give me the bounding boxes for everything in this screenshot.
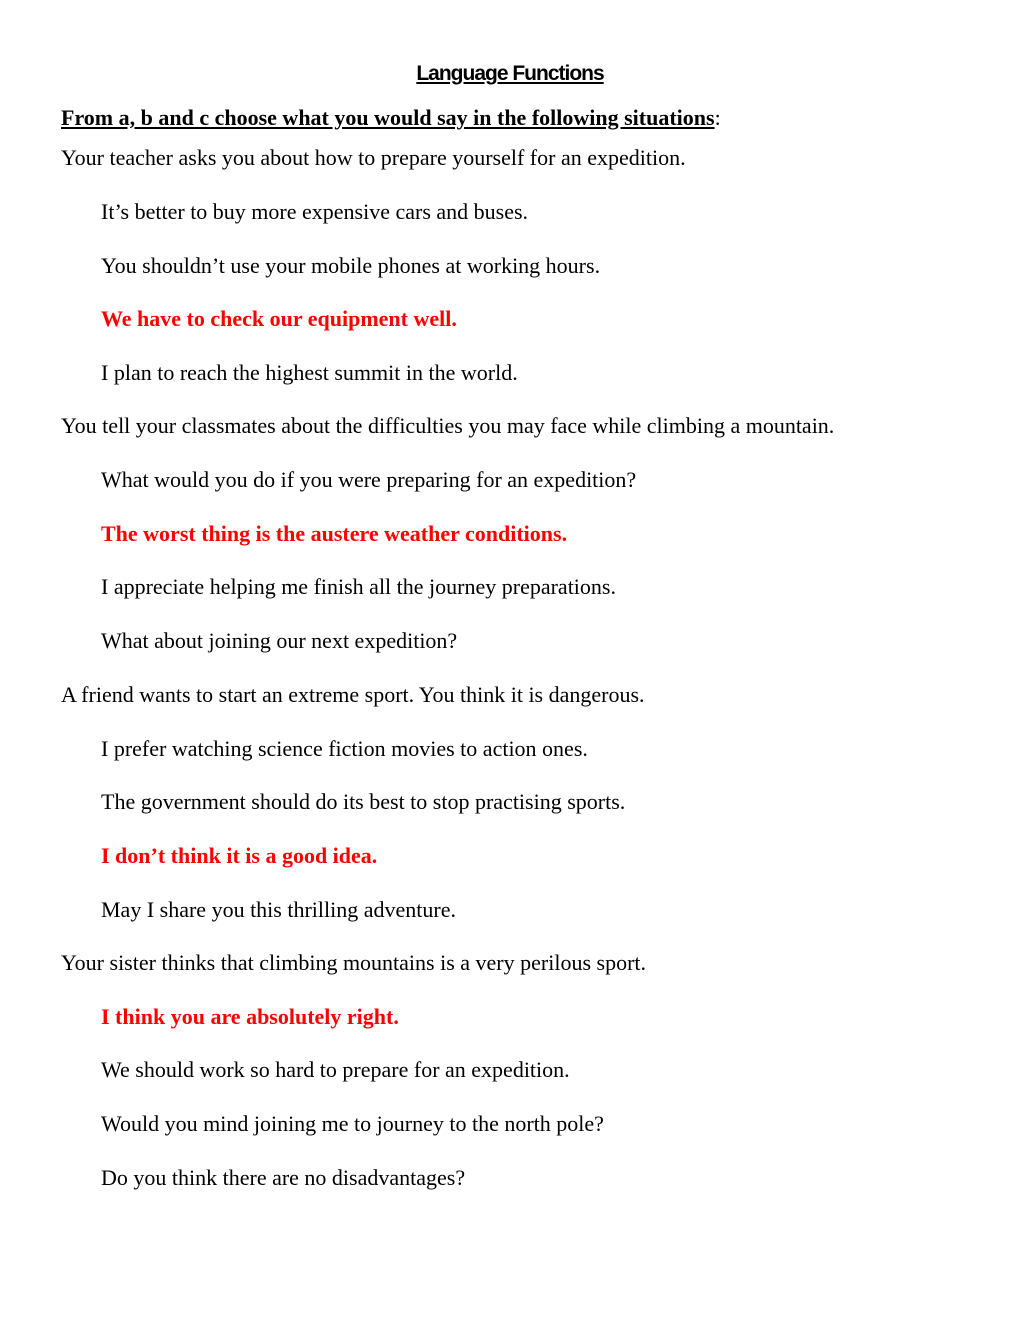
instruction-suffix: :	[714, 105, 721, 130]
correct-answer-2: The worst thing is the austere weather conditions.	[101, 521, 568, 546]
option-4d: Do you think there are no disadvantages?	[101, 1165, 466, 1190]
instruction-text: From a, b and c choose what you would say in the following situations	[61, 105, 715, 130]
option-3d: May I share you this thrilling adventure.	[101, 897, 456, 922]
option-4b: We should work so hard to prepare for an expedition.	[101, 1057, 570, 1082]
situation-3: A friend wants to start an extreme sport. You think it is dangerous.	[61, 682, 645, 707]
option-2a: What would you do if you were preparing for an expedition?	[101, 467, 637, 492]
option-1d: I plan to reach the highest summit in the world.	[101, 360, 518, 385]
situation-4: Your sister thinks that climbing mountains is a very perilous sport.	[61, 950, 647, 975]
instruction	[61, 103, 721, 133]
option-3a: I prefer watching science fiction movies to action ones.	[101, 736, 588, 761]
situation-2: You tell your classmates about the difficulties you may face while climbing a mountain.	[61, 413, 835, 438]
correct-answer-3: I don’t think it is a good idea.	[101, 843, 378, 868]
situation-1: Your teacher asks you about how to prepare yourself for an expedition.	[61, 145, 686, 170]
option-2d: What about joining our next expedition?	[101, 628, 458, 653]
option-1a: It’s better to buy more expensive cars and buses.	[101, 199, 529, 224]
option-4c: Would you mind joining me to journey to the north pole?	[101, 1111, 604, 1136]
option-2c: I appreciate helping me finish all the journey preparations.	[101, 574, 616, 599]
correct-answer-1: We have to check our equipment well.	[101, 306, 457, 331]
option-3b: The government should do its best to stop practising sports.	[101, 789, 626, 814]
option-1b: You shouldn’t use your mobile phones at working hours.	[101, 253, 601, 278]
page-title: Language Functions	[416, 62, 604, 85]
correct-answer-4: I think you are absolutely right.	[101, 1004, 399, 1029]
